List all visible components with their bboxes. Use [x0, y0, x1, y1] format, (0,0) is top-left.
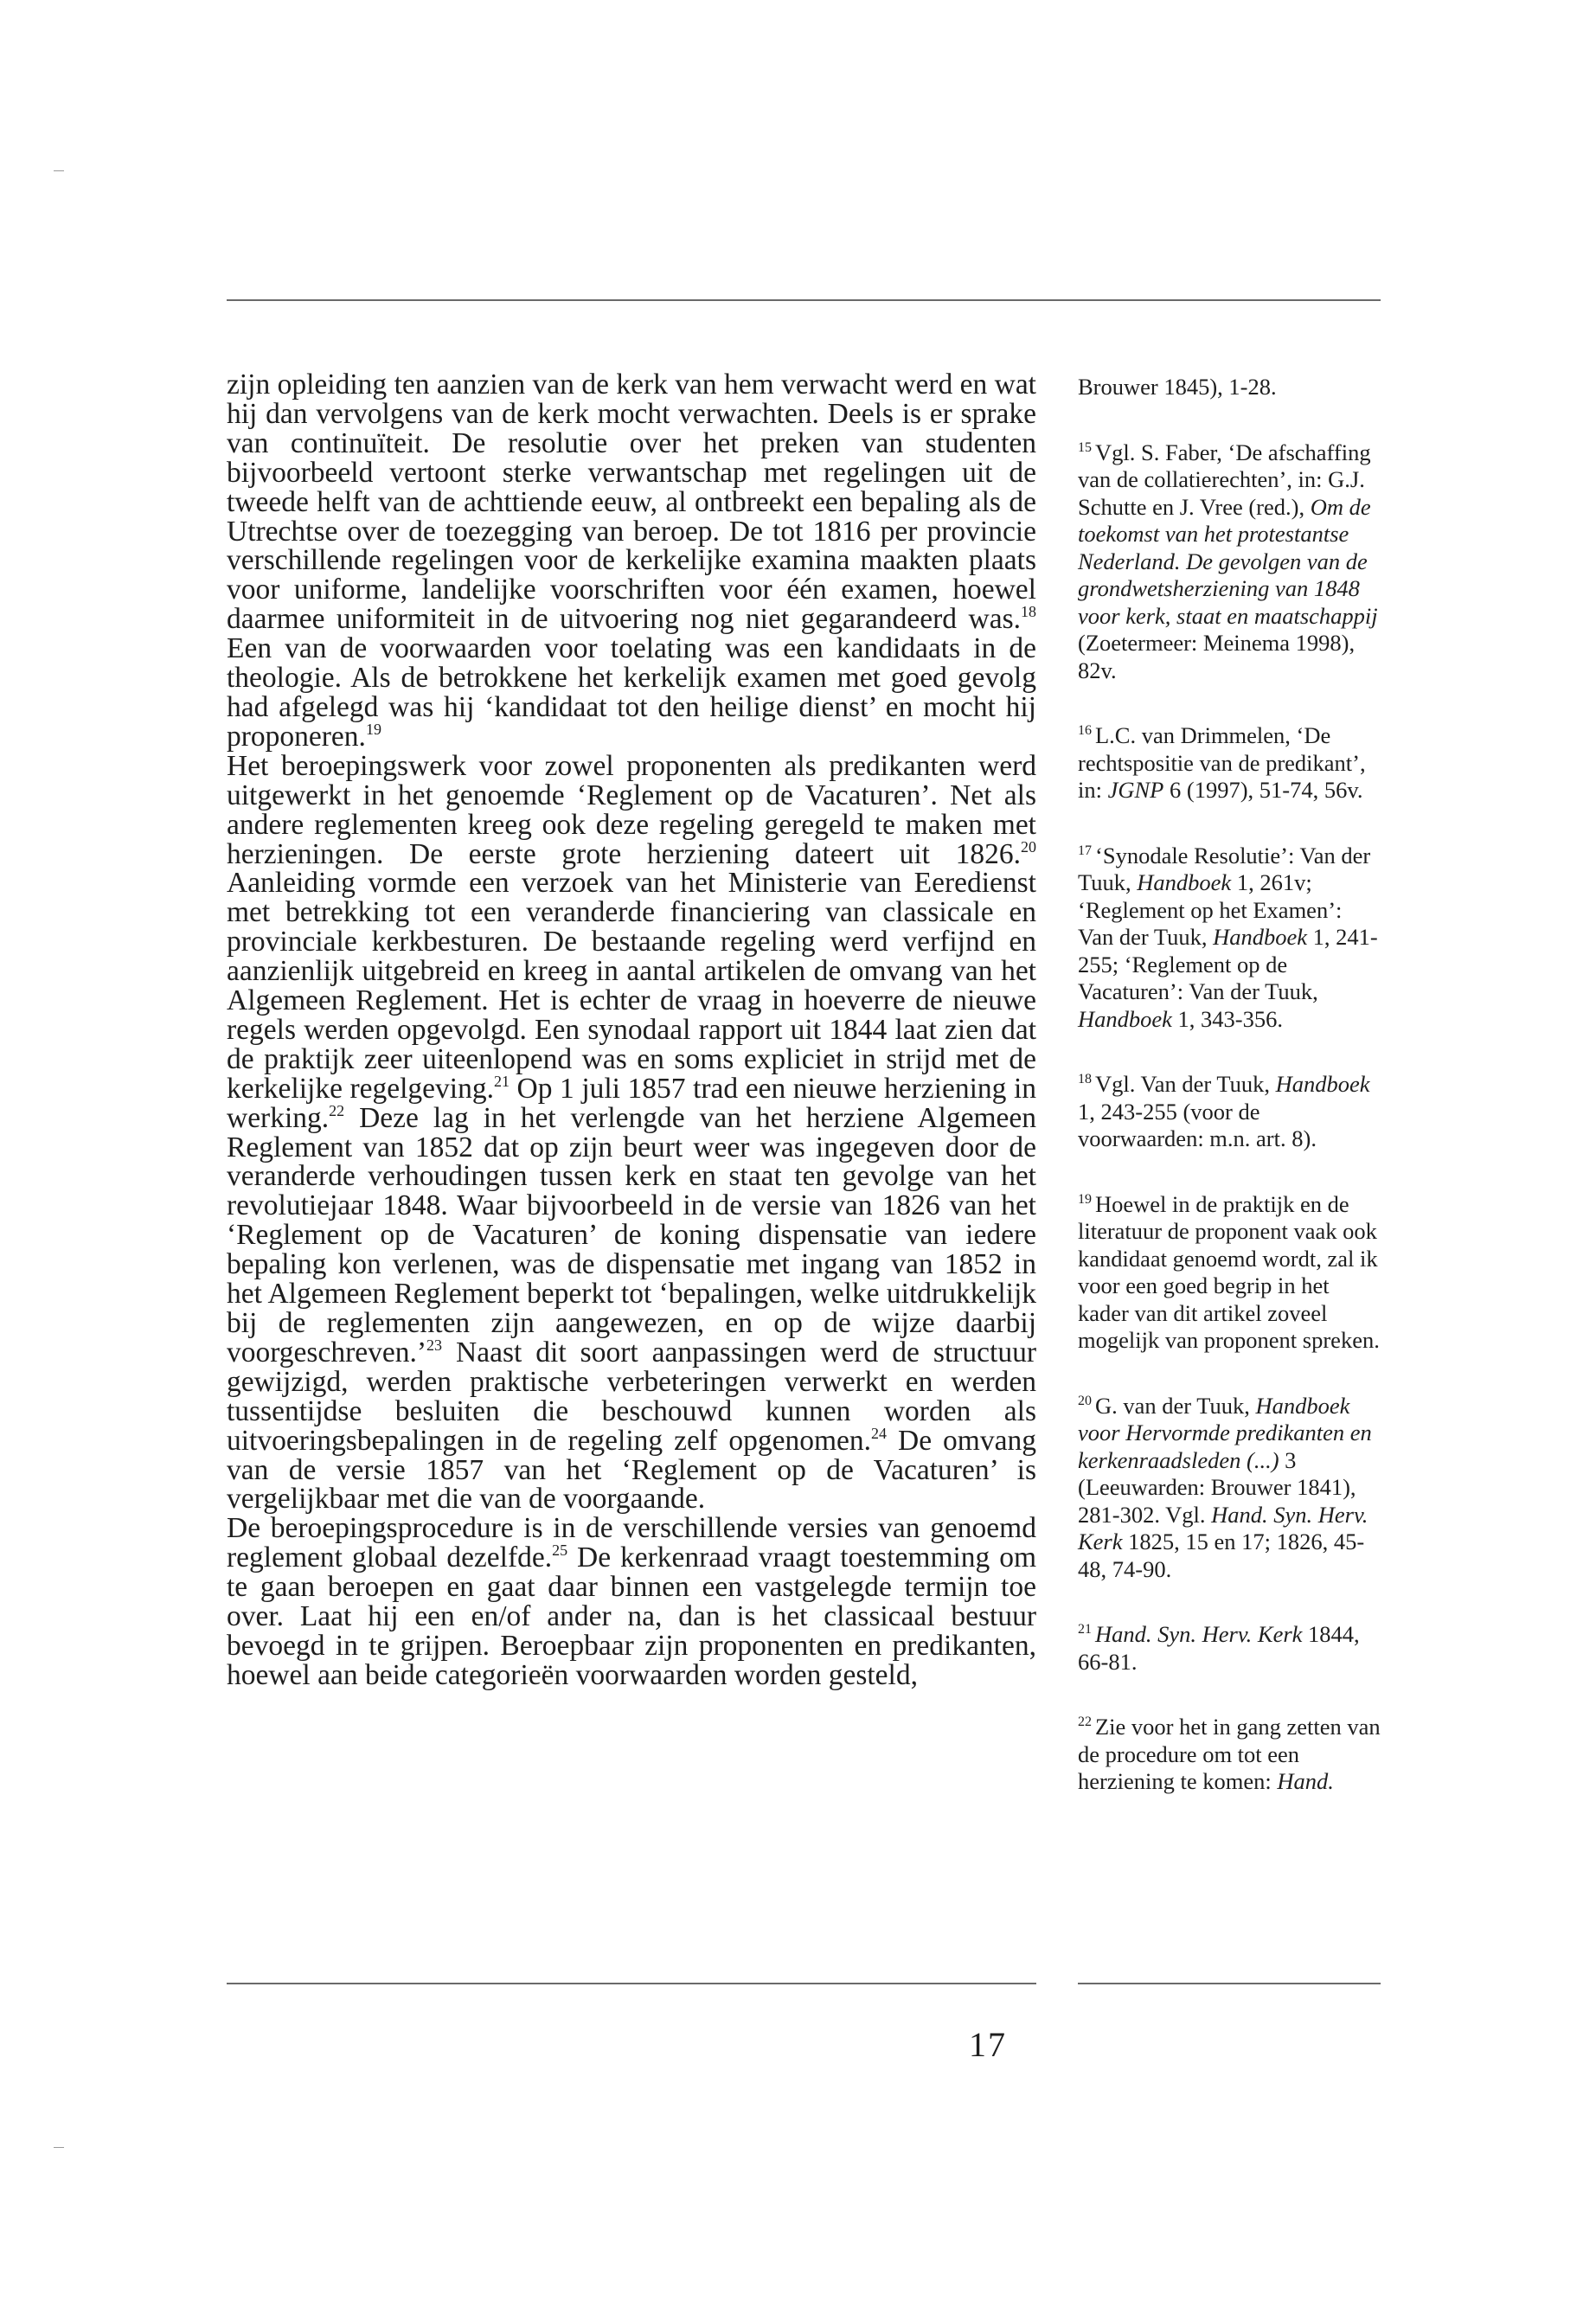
footnote-title: Handboek [1213, 924, 1307, 950]
footnote-number: 19 [1078, 1191, 1092, 1207]
footnote-text: 3 (Leeuwarden: Brouwer 1841), 281-302. Vgl. [1078, 1446, 1356, 1528]
paragraph-1 [227, 370, 1036, 752]
paragraph-3 [227, 1514, 1036, 1689]
crop-mark-top-left [54, 170, 64, 171]
footnote-text: (Zoetermeer: Meinema 1998), 82v. [1078, 630, 1356, 683]
footnote-text: 1, 343-356. [1171, 1005, 1283, 1032]
paragraph-text: Deze lag in het verlengde van het herziene Algemeen Reglement van 1852 dat op zijn beurt weer was ingegeven door de veranderde verhoudingen tussen kerk en staat ten gevolge van het revolutiejaar 1848. Waar bijvoorbeeld in de versie van 1826 van het ‘Reglement op de Vacaturen’ de koning dispensatie van iedere bepaling kon verlenen, was de dispensatie met ingang van 1852 in het Algemeen Reglement beperkt tot ‘bepalingen, welke uitdrukkelijk bij de reglementen zijn aangewezen, en op de wijze daarbij voorgeschreven.’ [227, 1101, 1036, 1368]
paragraph-text: De beroepingsprocedure is in de verschillende versies van genoemd reglement globaal dezelfde. [227, 1512, 1036, 1574]
header-rule [227, 299, 1381, 301]
footnotes-column [1078, 374, 1382, 1829]
page-number: 17 [969, 2025, 1007, 2064]
footnote-15 [1078, 434, 1382, 685]
footnote-ref-23[interactable]: 23 [426, 1336, 442, 1354]
footnote-text: Zie voor het in gang zetten van de procedure om tot een herziening te komen: [1078, 1714, 1381, 1794]
footnote-number: 22 [1078, 1715, 1092, 1729]
footnote-number: 16 [1078, 723, 1092, 738]
footnote-text: ‘Synodale Resolutie’: Van der Tuuk, [1078, 842, 1371, 895]
footnote-ref-25[interactable]: 25 [552, 1541, 568, 1560]
footnote-title: Hand. Syn. Herv. Kerk [1095, 1621, 1303, 1647]
footnote-21 [1078, 1616, 1382, 1676]
paragraph-text: Een van de voorwaarden voor toelating was een kandidaats in de theologie. Als de betrokkene het kerkelijk examen met goed gevolg had afgelegd was hij ‘kandidaat tot den heilige dienst’ en mocht hij proponeren. [227, 632, 1036, 753]
paragraph-text: Naast dit soort aanpassingen werd de structuur gewijzigd, werden praktische verbeteringen verwerkt en werden tussentijdse besluiten die beschouwd kunnen worden als uitvoeringsbepalingen in de regeling zelf opgenomen. [227, 1336, 1036, 1457]
footnote-text: Vgl. Van der Tuuk, [1095, 1071, 1276, 1097]
footnote-14-continued [1078, 374, 1382, 401]
footnote-ref-22[interactable]: 22 [329, 1101, 345, 1119]
footnote-17 [1078, 837, 1382, 1034]
footnote-20 [1078, 1388, 1382, 1584]
crop-mark-bottom-left [54, 2147, 64, 2148]
footnote-ref-20[interactable]: 20 [1021, 837, 1036, 856]
paragraph-2 [227, 749, 1036, 1516]
footnote-text: Brouwer 1845), 1-28. [1078, 374, 1277, 400]
footnote-text: 6 (1997), 51-74, 56v. [1163, 777, 1363, 803]
footnote-ref-18[interactable]: 18 [1021, 603, 1036, 621]
footnote-text: 1, 243-255 (voor de voorwaarden: m.n. art. 8). [1078, 1098, 1317, 1151]
footnote-22 [1078, 1708, 1382, 1796]
footnote-title: Handboek [1137, 869, 1232, 895]
footnote-number: 21 [1078, 1622, 1092, 1637]
footnote-16 [1078, 717, 1382, 804]
paragraph-text: zijn opleiding ten aanzien van de kerk van hem verwacht werd en wat hij dan vervolgens van de kerk mocht verwachten. Deels is er sprake van continuïteit. De resolutie over het preken van studenten bijvoorbeeld vertoont sterke verwantschap met regelingen uit de tweede helft van de achttiende eeuw, al ontbreekt een bepaling als de Utrechtse over de toezegging van beroep. De tot 1816 per provincie verschillende regelingen voor de kerkelijke examina maakten plaats voor uniforme, landelijke voorschriften voor één examen, hoewel daarmee uniformiteit in de uitvoering nog niet gegarandeerd was. [227, 369, 1036, 636]
footnote-text: 1, 241-255; ‘Reglement op de Vacaturen’: Van der Tuuk, [1078, 924, 1378, 1004]
paragraph-text: Het beroepingswerk voor zowel proponenten als predikanten werd uitgewerkt in het genoemde ‘Reglement op de Vacaturen’. Net als andere reglementen kreeg ook deze regeling geregeld te maken met herzieningen. De eerste grote herziening dateert uit 1826. [227, 749, 1036, 870]
footnote-title: Om de toekomst van het protestantse Nederland. De gevolgen van de grondwetsherziening van 1848 voor kerk, staat en maatschappij [1078, 493, 1378, 629]
footnote-ref-24[interactable]: 24 [871, 1424, 887, 1442]
footnote-ref-21[interactable]: 21 [493, 1072, 510, 1090]
footnote-text: 1, 261v; ‘Reglement op het Examen’: Van der Tuuk, [1078, 869, 1343, 950]
footnote-number: 15 [1078, 439, 1092, 455]
footnote-text: Vgl. S. Faber, ‘De afschaffing van de collatierechten’, in: G.J. Schutte en J. Vree (red.), [1078, 439, 1371, 520]
main-text-column [227, 370, 1036, 1690]
footnote-title: Handboek [1275, 1071, 1370, 1097]
footnote-18 [1078, 1066, 1382, 1153]
footnote-title: JGNP [1107, 777, 1164, 803]
paragraph-text: De kerkenraad vraagt toestemming om te gaan beroepen en gaat daar binnen een vastgelegde termijn toe over. Laat hij een en/of ander na, dan is het classicaal bestuur bevoegd in te grijpen. Beroepbaar zijn proponenten en predikanten, hoewel aan beide categorieën voorwaarden worden gesteld, [227, 1541, 1037, 1691]
footnote-title: Handboek [1078, 1005, 1172, 1032]
footnote-19 [1078, 1186, 1382, 1355]
footnote-title: Hand. Syn. Herv. Kerk [1078, 1501, 1368, 1554]
footnote-number: 20 [1078, 1393, 1092, 1408]
footnote-text: 1825, 15 en 17; 1826, 45-48, 74-90. [1078, 1529, 1365, 1582]
footnote-text: L.C. van Drimmelen, ‘De rechtspositie van de predikant’, in: [1078, 722, 1366, 803]
paragraph-text: De omvang van de versie 1857 van het ‘Reglement op de Vacaturen’ is vergelijkbaar met die van de voorgaande. [227, 1424, 1036, 1516]
footnote-title: Handboek voor Hervormde predikanten en kerkenraadsleden (...) [1078, 1392, 1372, 1473]
footnote-number: 18 [1078, 1072, 1092, 1086]
footnote-ref-19[interactable]: 19 [365, 720, 381, 738]
footer-rule-main [227, 1983, 1036, 1984]
paragraph-text: Aanleiding vormde een verzoek van het Ministerie van Eeredienst met betrekking tot een veranderde financiering van classicale en provinciale kerkbesturen. De bestaande regeling werd verfijnd en aanzienlijk uitgebreid en kreeg in aantal artikelen de omvang van het Algemeen Reglement. Het is echter de vraag in hoeverre de nieuwe regels werden opgevolgd. Een synodaal rapport uit 1844 laat zien dat de praktijk zeer uiteenlopend was en soms expliciet in strijd met de kerkelijke regelgeving. [227, 867, 1036, 1105]
footnote-text: Hoewel in de praktijk en de literatuur de proponent vaak ook kandidaat genoemd wordt, zal ik voor een goed begrip in het kader van dit artikel zoveel mogelijk van proponent spreken. [1078, 1190, 1380, 1353]
footnote-title: Hand. [1277, 1768, 1334, 1794]
footer-rule-notes [1078, 1983, 1381, 1984]
footnote-text: 1844, 66-81. [1078, 1621, 1360, 1675]
paragraph-text: Op 1 juli 1857 trad een nieuwe herziening in werking. [227, 1072, 1036, 1134]
footnote-text: G. van der Tuuk, [1095, 1392, 1256, 1419]
footnote-number: 17 [1078, 843, 1092, 858]
